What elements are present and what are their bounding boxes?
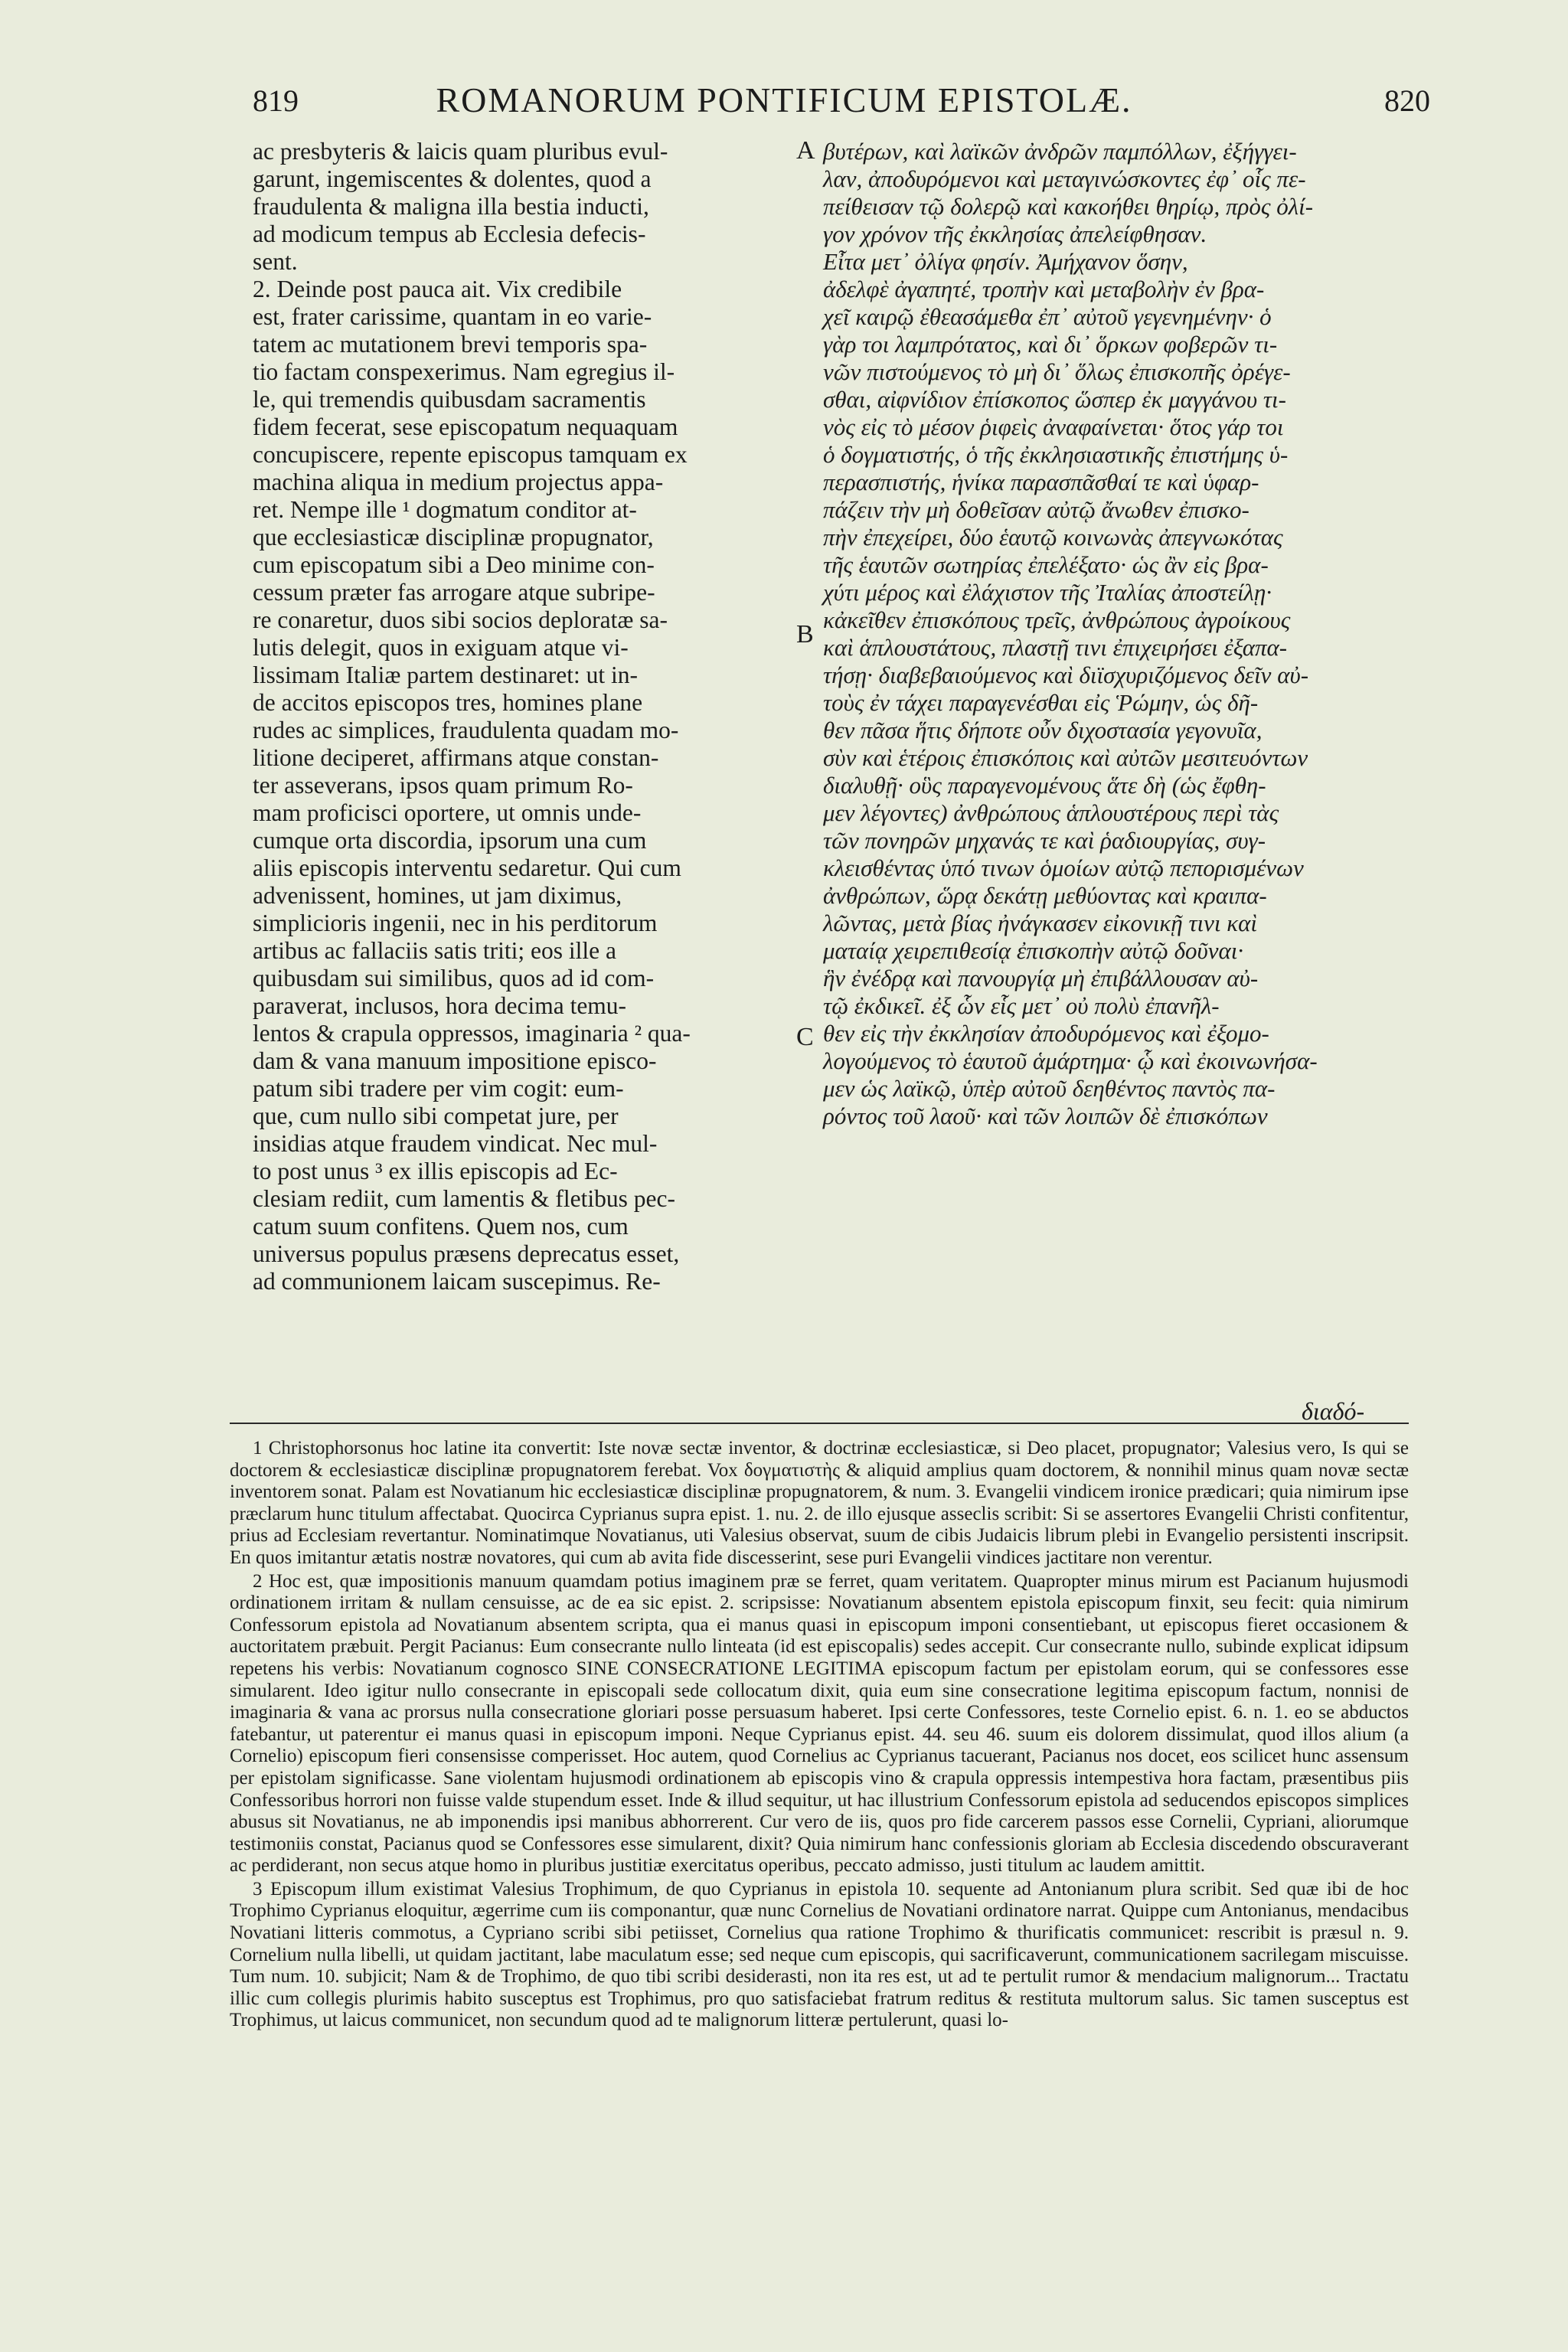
right-page-number: 820 — [1384, 83, 1430, 118]
running-title: ROMANORUM PONTIFICUM EPISTOLÆ. — [436, 80, 1132, 119]
section-marker-a: A — [796, 136, 815, 165]
catchword: διαδό- — [1302, 1397, 1365, 1425]
greek-column: βυτέρων, καὶ λαϊκῶν ἀνδρῶν παμπόλλων, ἐξήγγει- λαν, ἀποδυρόμενοι καὶ μεταγινώσκοντες ἐφ᾽ οἷς πε- πείθεισαν τῷ δολερῷ καὶ κακοήθει θηρίῳ, πρὸς ὀλί- γον χρόνον τῆς ἐκκλησίας ἀπελείφθησαν. Εἶτα μετ᾽ ὀλίγα φησίν. Ἀμήχανον ὅσην, ἀδελφὲ ἀγαπητέ, τροπὴν καὶ μεταβολὴν ἐν βρα- χεῖ καιρῷ ἐθεασάμεθα ἐπ᾽ αὐτοῦ γεγενημένην· ὁ γὰρ τοι λαμπρότατος, καὶ δι᾽ ὅρκων φοβερῶν τι- νῶν πιστούμενος τὸ μὴ δι᾽ ὅλως ἐπισκοπῆς ὀρέγε- σθαι, αἰφνίδιον ἐπίσκοπος ὥσπερ ἐκ μαγγάνου τι- νὸς εἰς τὸ μέσον ῥιφεὶς ἀναφαίνεται· ὅτος γάρ τοι ὁ δογματιστής, ὁ τῆς ἐκκλησιαστικῆς ἐπιστήμης ὑ- περασπιστής, ἡνίκα παρασπᾶσθαί τε καὶ ὑφαρ- πάζειν τὴν μὴ δοθεῖσαν αὐτῷ ἄνωθεν ἐπισκο- πὴν ἐπεχείρει, δύο ἑαυτῷ κοινωνὰς ἀπεγνωκότας τῆς ἑαυτῶν σωτηρίας ἐπελέξατο· ὡς ἂν εἰς βρα- χύτι μέρος καὶ ἐλάχιστον τῆς Ἰταλίας ἀποστείλῃ· κἀκεῖθεν ἐπισκόπους τρεῖς, ἀνθρώπους ἀγροίκους καὶ ἁπλουστάτους, πλαστῇ τινι ἐπιχειρήσει ἐξαπα- τήσῃ· διαβεβαιούμενος καὶ διϊσχυριζόμενος δεῖν αὐ- τοὺς ἐν τάχει παραγενέσθαι εἰς Ῥώμην, ὡς δῆ- θεν πᾶσα ἥτις δήποτε οὖν διχοστασία γεγονυῖα, σὺν καὶ ἑτέροις ἐπισκόποις καὶ αὐτῶν μεσιτευόντων διαλυθῇ· οὓς παραγενομένους ἅτε δὴ (ὡς ἔφθη- μεν λέγοντες) ἀνθρώπους ἁπλουστέρους περὶ τὰς τῶν πονηρῶν μηχανάς τε καὶ ῥαδιουργίας, συγ- κλεισθέντας ὑπό τινων ὁμοίων αὐτῷ πεπορισμένων ἀνθρώπων, ὥρᾳ δεκάτῃ μεθύοντας καὶ κραιπα- λῶντας, μετὰ βίας ἠνάγκασεν εἰκονικῇ τινι καὶ ματαίᾳ χειρεπιθεσίᾳ ἐπισκοπὴν αὐτῷ δοῦναι· ἣν ἐνέδρᾳ καὶ πανουργίᾳ μὴ ἐπιβάλλουσαν αὐ- τῷ ἐκδικεῖ. ἐξ ὧν εἷς μετ᾽ οὐ πολὺ ἐπανῆλ- θεν εἰς τὴν ἐκκλησίαν ἀποδυρόμενος καὶ ἐξομο- λογούμενος τὸ ἑαυτοῦ ἁμάρτημα· ᾧ καὶ ἐκοινωνήσα- μεν ὡς λαϊκῷ, ὑπὲρ αὐτοῦ δεηθέντος παντὸς πα- ρόντος τοῦ λαοῦ· καὶ τῶν λοιπῶν δὲ ἐπισκόπων — [823, 138, 1318, 1129]
footnote-1: 1 Christophorsonus hoc latine ita convertit: Iste novæ sectæ inventor, & doctrinæ ecclesiasticæ, si Deo placet, propugnator; Valesius vero, Is qui se doctorem & ecclesiasticæ disciplinæ propugnatorem ferebat. Vox δογματιστὴς & aliquid amplius quam doctorem, & nonnihil minus quam novæ sectæ inventorem sonat. Palam est Novatianum hic ecclesiasticæ disciplinæ propugnatorem, & num. 3. Evangelii vindicem ironice prædicari; quia nimirum ipse præclarum hunc titulum affectabat. Quocirca Cyprianus supra epist. 1. nu. 2. de illo ejusque asseclis scribit: Si se assertores Evangelii Christi confitentur, prius ad Ecclesiam revertantur. Nominatimque Novatianus, uti Valesius observat, suum de cibis Judaicis librum plebi in Evangelio persistenti inscripsit. En quos imitantur ætatis nostræ novatores, qui cum ab avita fide discesserint, sese puri Evangelii vindices jactitare non verentur. — [230, 1438, 1409, 1568]
section-marker-c: C — [796, 1023, 814, 1051]
footnote-divider — [230, 1423, 1409, 1424]
footnote-3: 3 Episcopum illum existimat Valesius Trophimum, de quo Cyprianus in epistola 10. sequente ad Antonianum plura scribit. Sed quæ ibi de hoc Trophimo Cyprianus eloquitur, ægerrime cum iis componantur, quæ nunc Cornelius de Novatiani ordinatore narrat. Quippe cum Antonianus, mendacibus Novatiani litteris commotus, a Cypriano scribi sibi petiisset, Cornelius qua ratione Trophimo & thurificatis communicet: rescribit is præsul n. 9. Cornelium nulla libelli, ut quidam jactitant, labe maculatum esse; sed neque cum episcopis, qui sacrificaverunt, communicationem sacrilegam miscuisse. Tum num. 10. subjicit; Nam & de Trophimo, de quo tibi scribi desiderasti, non ita res est, ut ad te pertulit rumor & mendacium malignorum... Tractatu illic cum collegis plurimis habito susceptus est Trophimus, pro quo satisfaciebat fratrum reditus & restituta multorum salus. Sic tamen susceptus est Trophimus, ut laicus communicet, non secundum quod ad te malignorum litteræ pertulerunt, quasi lo- — [230, 1878, 1409, 2031]
latin-column: ac presbyteris & laicis quam pluribus evul- garunt, ingemiscentes & dolentes, quod a fraudulenta & maligna illa bestia inducti, ad modicum tempus ab Ecclesia defecis- sent. 2. Deinde post pauca ait. Vix credibile est, frater carissime, quantam in eo varie- tatem ac mutationem brevi temporis spa- tio factam conspexerimus. Nam egregius il- le, qui tremendis quibusdam sacramentis fidem fecerat, sese episcopatum nequaquam concupiscere, repente episcopus tamquam ex machina aliqua in medium projectus appa- ret. Nempe ille ¹ dogmatum conditor at- que ecclesiasticæ disciplinæ propugnator, cum episcopatum sibi a Deo minime con- cessum præter fas arrogare atque subripe- re conaretur, duos sibi socios deploratæ sa- lutis delegit, quos in exiguam atque vi- lissimam Italiæ partem destinaret: ut in- de accitos episcopos tres, homines plane rudes ac simplices, fraudulenta quadam mo- litione deciperet, affirmans atque constan- ter asseverans, ipsos quam primum Ro- mam proficisci oportere, ut omnis unde- cumque orta discordia, ipsorum una cum aliis episcopis interventu sedaretur. Qui cum advenissent, homines, ut jam diximus, simplicioris ingenii, nec in his perditorum artibus ac fallaciis satis triti; eos ille a quibusdam sui similibus, quos ad id com- paraverat, inclusos, hora decima temu- lentos & crapula oppressos, imaginaria ² qua- dam & vana manuum impositione episco- patum sibi tradere per vim cogit: eum- que, cum nullo sibi competat jure, per insidias atque fraudem vindicat. Nec mul- to post unus ³ ex illis episcopis ad Ec- clesiam rediit, cum lamentis & fletibus pec- catum suum confitens. Quem nos, cum universus populus præsens deprecatus esset, ad communionem laicam suscepimus. Re- — [253, 138, 691, 1295]
footnote-2: 2 Hoc est, quæ impositionis manuum quamdam potius imaginem præ se ferret, quam veritatem. Quapropter minus mirum est Pacianum hujusmodi ordinationem irritam & nullam censuisse, ac de ea sic epist. 2. scripsisse: Novatianum absentem epistola episcopum finxit, seu fecit: quia nimirum Confessorum epistola ad Novatianum absentem scripta, qua ei manus quasi in episcopum imponi consentiebant, ut episcopus fieret occasionem & auctoritatem præbuit. Pergit Pacianus: Eum consecrante nullo linteata (id est episcopalis) sedes accepit. Cur consecrante nullo, subinde explicat idipsum repetens his verbis: Novatianum cognosco SINE CONSECRATIONE LEGITIMA episcopum factum per epistolam eorum, qui se confessores esse simularent. Ideo igitur nullo consecrante in episcopali sede collocatum dixit, quia eum sine consecratione legitima episcopum factum, nonnisi de imaginaria & vana ac prorsus nulla consecratione gloriari posse persuasum haberet. Ipsi certe Confessores, teste Cornelio epist. 6. n. 1. eo se abductos fatebantur, ut paterentur ei manus quasi in episcopum imponi. Neque Cyprianus epist. 44. seu 46. suum eis dolorem dissimulat, quod illos alium (a Cornelio) episcopum fieri consensisse comperisset. Hoc autem, quod Cornelius ac Cyprianus tacuerant, Pacianus nos docet, eos scilicet hunc assensum per epistolam significasse. Sane violentam hujusmodi ordinationem ab episcopis vino & crapula oppressis intempestiva hora factam, præsentibus piis Confessoribus horrori non fuisse valde stupendum esset. Inde & illud sequitur, ut hac illustrium Confessorum epistola ad seducendos episcopos simplices abusus sit Novatianus, ne ab imponendis ipsi manibus abhorrerent. Cur vero de iis, quos pro fide carcerem passos esse Cornelii, Cypriani, aliorumque testimoniis constat, Pacianus quod se Confessores esse simularent, dixit? Quia nimirum hanc confessionis gloriam ab Ecclesia discedendo obscuraverant ac perdiderant, non secus atque homo in pluribus justitiæ exercitatus operibus, peccato admisso, justi titulum ac laudem amittit. — [230, 1570, 1409, 1877]
footnotes — [230, 1438, 1409, 2032]
section-marker-b: B — [796, 620, 814, 648]
left-page-number: 819 — [253, 83, 299, 118]
